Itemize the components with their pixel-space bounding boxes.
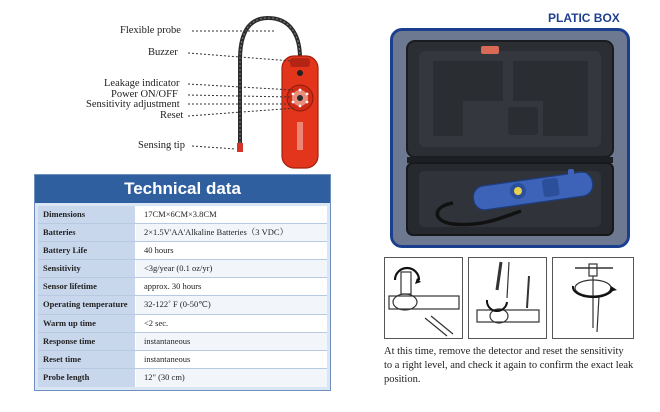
technical-data-panel	[34, 174, 331, 391]
label-buzzer: Buzzer	[148, 47, 178, 58]
table-row	[38, 333, 327, 351]
label-power: Power ON/OFF	[111, 89, 178, 100]
label-sensing-tip: Sensing tip	[138, 140, 185, 151]
row-key: Operating temperature	[38, 296, 136, 313]
row-value: 12" (30 cm)	[136, 369, 327, 387]
carry-case-illustration	[393, 31, 627, 245]
row-value: <2 sec.	[136, 315, 327, 332]
usage-steps	[384, 257, 634, 339]
row-key: Sensitivity	[38, 260, 136, 277]
row-key: Dimensions	[38, 206, 136, 223]
table-row	[38, 315, 327, 333]
table-row	[38, 260, 327, 278]
step-1-illustration	[384, 257, 463, 339]
row-value: 17CM×6CM×3.8CM	[136, 206, 327, 223]
row-value: <3g/year (0.1 oz/yr)	[136, 260, 327, 277]
row-key: Batteries	[38, 224, 136, 241]
row-value: instantaneous	[136, 351, 327, 368]
row-value: instantaneous	[136, 333, 327, 350]
technical-data-title: Technical data	[35, 175, 330, 203]
row-value: 32-122˚ F (0-50℃)	[136, 296, 327, 313]
row-key: Reset time	[38, 351, 136, 368]
row-value: 2×1.5V'AA'Alkaline Batteries（3 VDC）	[136, 224, 327, 241]
label-leakage-indicator: Leakage indicator	[104, 78, 180, 89]
table-row	[38, 278, 327, 296]
row-key: Response time	[38, 333, 136, 350]
table-row	[38, 351, 327, 369]
sensing-tip-shape	[237, 143, 243, 152]
plastic-box-title: PLATIC BOX	[548, 11, 620, 25]
row-value: 40 hours	[136, 242, 327, 259]
table-row	[38, 296, 327, 314]
row-key: Probe length	[38, 369, 136, 387]
step-3-illustration	[552, 257, 634, 339]
instruction-note: At this time, remove the detector and reset the sensitivity to a right level, and check it again to confirm the exact leak position.	[384, 346, 634, 385]
table-row	[38, 369, 327, 387]
table-row	[38, 206, 327, 224]
row-value: approx. 30 hours	[136, 278, 327, 295]
technical-data-table	[38, 206, 327, 387]
label-flexible-probe: Flexible probe	[120, 25, 181, 36]
row-key: Warm up time	[38, 315, 136, 332]
table-row	[38, 224, 327, 242]
row-key: Battery Life	[38, 242, 136, 259]
label-sensitivity-adjustment: Sensitivity adjustment	[86, 99, 180, 110]
label-reset: Reset	[160, 110, 184, 121]
device-diagram	[0, 0, 360, 172]
table-row	[38, 242, 327, 260]
step-2-illustration	[468, 257, 547, 339]
row-key: Sensor lifetime	[38, 278, 136, 295]
plastic-box-photo	[390, 28, 630, 248]
